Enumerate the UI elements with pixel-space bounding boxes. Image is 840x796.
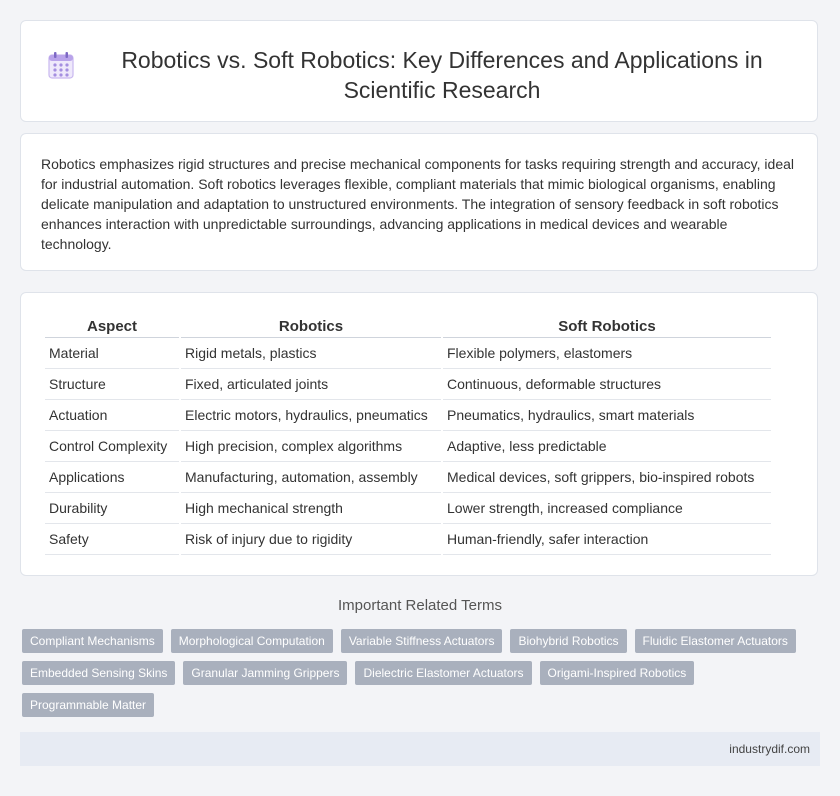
- related-term-tag[interactable]: Granular Jamming Grippers: [183, 661, 347, 685]
- aspect-cell: Applications: [45, 462, 179, 493]
- footer-bar: [20, 732, 820, 766]
- header-robotics: Robotics: [181, 315, 441, 338]
- calendar-grid-icon: [46, 51, 76, 81]
- related-terms-list: [22, 629, 812, 717]
- related-term-tag[interactable]: Variable Stiffness Actuators: [341, 629, 503, 653]
- header-aspect: Aspect: [45, 315, 179, 338]
- aspect-cell: Material: [45, 338, 179, 369]
- table-row: [45, 493, 771, 524]
- table-row: [45, 369, 771, 400]
- table-row: [45, 400, 771, 431]
- related-term-tag[interactable]: Programmable Matter: [22, 693, 154, 717]
- related-term-tag[interactable]: Dielectric Elastomer Actuators: [355, 661, 531, 685]
- soft-robotics-cell: Flexible polymers, elastomers: [443, 338, 771, 369]
- page-title: Robotics vs. Soft Robotics: Key Differences and Applications in Scientific Research: [121, 47, 763, 103]
- soft-robotics-cell: Lower strength, increased compliance: [443, 493, 771, 524]
- soft-robotics-cell: Pneumatics, hydraulics, smart materials: [443, 400, 771, 431]
- soft-robotics-cell: Human-friendly, safer interaction: [443, 524, 771, 555]
- comparison-card: [20, 292, 818, 576]
- robotics-cell: Risk of injury due to rigidity: [181, 524, 441, 555]
- table-row: [45, 431, 771, 462]
- aspect-cell: Durability: [45, 493, 179, 524]
- robotics-cell: High mechanical strength: [181, 493, 441, 524]
- soft-robotics-cell: Adaptive, less predictable: [443, 431, 771, 462]
- robotics-cell: High precision, complex algorithms: [181, 431, 441, 462]
- related-terms-heading: Important Related Terms: [338, 597, 502, 614]
- footer-site-link[interactable]: industrydif.com: [729, 742, 810, 756]
- table-row: [45, 338, 771, 369]
- related-term-tag[interactable]: Fluidic Elastomer Actuators: [635, 629, 796, 653]
- robotics-cell: Manufacturing, automation, assembly: [181, 462, 441, 493]
- robotics-cell: Rigid metals, plastics: [181, 338, 441, 369]
- comparison-table: [43, 315, 773, 555]
- aspect-cell: Actuation: [45, 400, 179, 431]
- related-term-tag[interactable]: Morphological Computation: [171, 629, 333, 653]
- table-header-row: [45, 315, 771, 338]
- related-term-tag[interactable]: Origami-Inspired Robotics: [540, 661, 695, 685]
- header-soft-robotics: Soft Robotics: [443, 315, 771, 338]
- aspect-cell: Safety: [45, 524, 179, 555]
- robotics-cell: Electric motors, hydraulics, pneumatics: [181, 400, 441, 431]
- soft-robotics-cell: Continuous, deformable structures: [443, 369, 771, 400]
- related-term-tag[interactable]: Embedded Sensing Skins: [22, 661, 175, 685]
- soft-robotics-cell: Medical devices, soft grippers, bio-inspired robots: [443, 462, 771, 493]
- intro-card: [20, 133, 818, 271]
- title-card: [20, 20, 818, 122]
- intro-paragraph: Robotics emphasizes rigid structures and precise mechanical components for tasks requiring strength and accuracy, ideal for industrial automation. Soft robotics leverages flexible, compliant materials that mimic biological organisms, enabling delicate manipulation and adaptation to unstructured environments. The integration of sensory feedback in soft robotics enhances interaction with unpredictable surroundings, advancing applications in medical devices and wearable technology.: [41, 156, 794, 252]
- table-row: [45, 462, 771, 493]
- robotics-cell: Fixed, articulated joints: [181, 369, 441, 400]
- table-row: [45, 524, 771, 555]
- related-term-tag[interactable]: Biohybrid Robotics: [510, 629, 626, 653]
- related-term-tag[interactable]: Compliant Mechanisms: [22, 629, 163, 653]
- aspect-cell: Structure: [45, 369, 179, 400]
- title-row: [21, 21, 817, 105]
- aspect-cell: Control Complexity: [45, 431, 179, 462]
